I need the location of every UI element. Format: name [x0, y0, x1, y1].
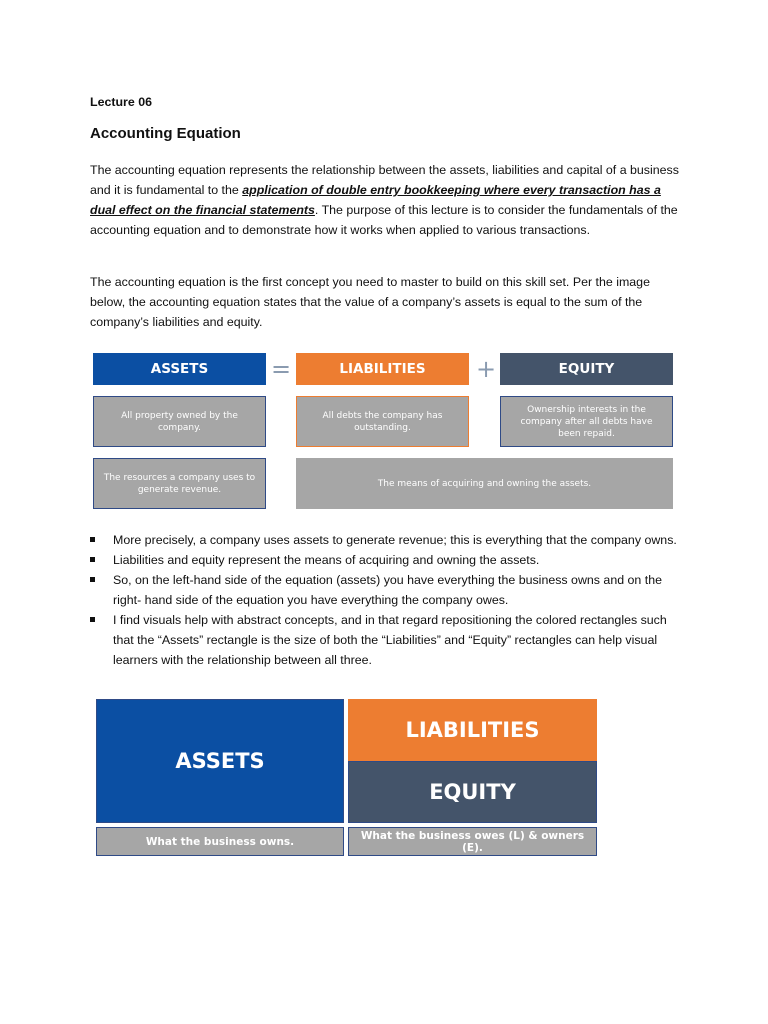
assets-header: ASSETS	[93, 353, 266, 385]
liabilities-description: All debts the company has outstanding.	[296, 396, 469, 447]
bullet-list	[90, 530, 680, 670]
assets-block: ASSETS	[96, 699, 344, 823]
list-item: I find visuals help with abstract concepts, and in that regard repositioning the colored rectangles such that the “Assets” rectangle is the size of both the “Liabilities” and “Equity” rectangles can help visual learners with the relationship between all three.	[90, 610, 680, 670]
page-title: Accounting Equation	[90, 125, 241, 142]
means-description: The means of acquiring and owning the assets.	[296, 458, 673, 509]
assets-use-description: The resources a company uses to generate revenue.	[93, 458, 266, 509]
assets-description: All property owned by the company.	[93, 396, 266, 447]
lecture-label: Lecture 06	[90, 95, 152, 109]
equation-paragraph: The accounting equation is the first concept you need to master to build on this skill set. Per the image below, the accounting equation states that the value of a company’s assets is equal to the sum of the company’s liabilities and equity.	[90, 275, 650, 329]
list-item: So, on the left-hand side of the equation (assets) you have everything the business owns and on the right- hand side of the equation you have everything the company owes.	[90, 570, 680, 610]
liabilities-block: LIABILITIES	[348, 699, 597, 761]
equity-block: EQUITY	[348, 761, 597, 823]
plus-sign: +	[476, 355, 497, 383]
intro-paragraph: The accounting equation represents the relationship between the assets, liabilities and capital of a business and it is fundamental to the application of double entry bookkeeping where every transaction has a dual effect on the financial statements. The purpose of this lecture is to consider the fundamentals of the accounting equation and to demonstrate how it works when applied to various transactions.	[90, 163, 679, 237]
owns-caption: What the business owns.	[96, 827, 344, 856]
liabilities-header: LIABILITIES	[296, 353, 469, 385]
owes-caption: What the business owes (L) & owners (E).	[348, 827, 597, 856]
equals-sign: =	[271, 355, 292, 383]
list-item: Liabilities and equity represent the means of acquiring and owning the assets.	[90, 550, 680, 570]
equity-description: Ownership interests in the company after all debts have been repaid.	[500, 396, 673, 447]
equity-header: EQUITY	[500, 353, 673, 385]
list-item: More precisely, a company uses assets to generate revenue; this is everything that the company owns.	[90, 530, 680, 550]
emphasis-text: application of double entry bookkeeping where every transaction has a dual effect on the financial statements	[90, 183, 661, 217]
